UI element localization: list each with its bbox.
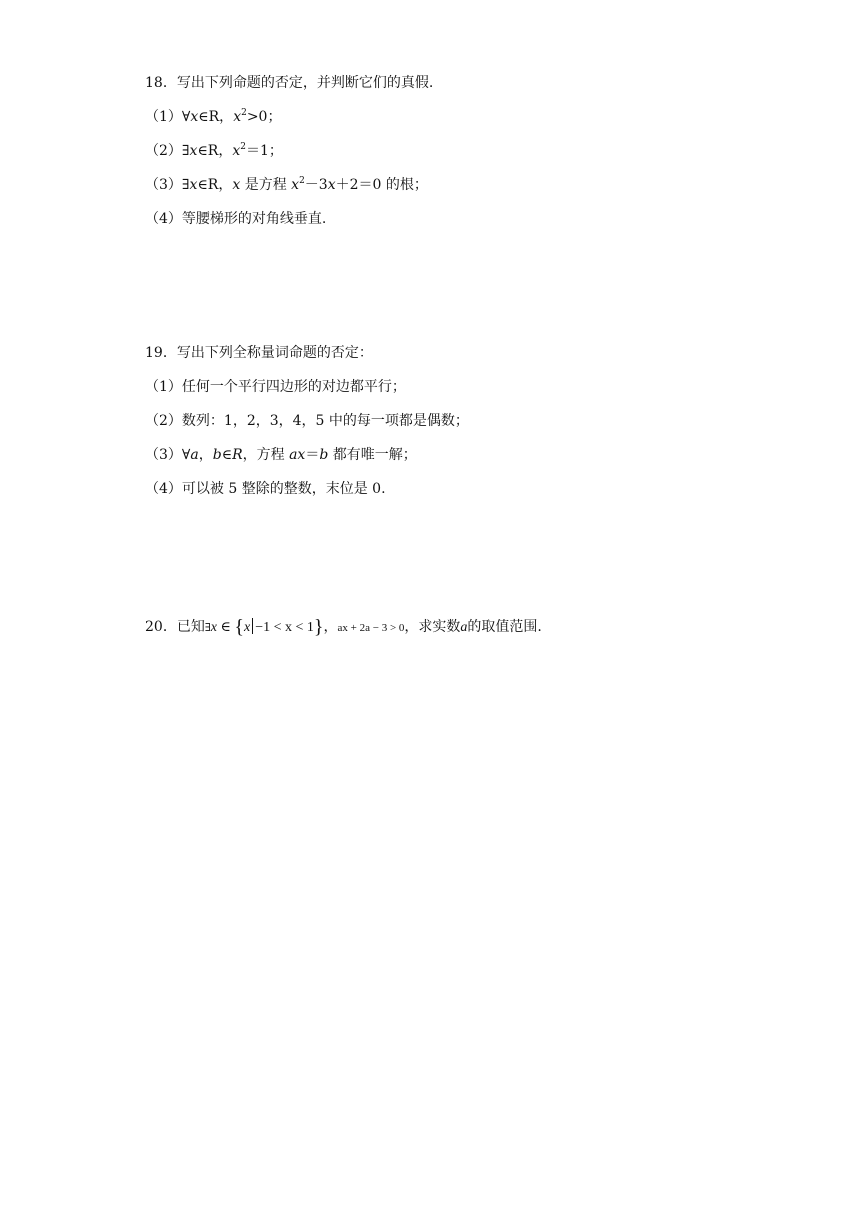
item-text: 任何一个平行四边形的对边都平行； bbox=[181, 379, 406, 395]
exists-symbol: ∃ bbox=[181, 177, 190, 193]
text: ∈R， bbox=[197, 143, 233, 159]
q19-item-3 bbox=[145, 445, 417, 465]
exists-symbol: ∃ bbox=[181, 143, 190, 159]
element-of-symbol: ∈ bbox=[217, 620, 235, 635]
q19-item-2 bbox=[145, 411, 469, 431]
set-var: x bbox=[244, 620, 251, 635]
text: ，方程 bbox=[242, 447, 290, 463]
item-label: （4） bbox=[145, 481, 182, 497]
q18-item-1 bbox=[145, 107, 281, 127]
q18-stem: 写出下列命题的否定，并判断它们的真假. bbox=[176, 75, 434, 91]
item-label: （1） bbox=[145, 109, 182, 125]
text: 的取值范围. bbox=[467, 619, 542, 635]
text: 已知 bbox=[176, 619, 205, 635]
var: x bbox=[291, 177, 300, 193]
exponent: 2 bbox=[241, 108, 247, 118]
var: x bbox=[327, 177, 336, 193]
item-label: （2） bbox=[145, 143, 182, 159]
q20-number: 20． bbox=[145, 619, 177, 635]
text: ＋2＝0 的根； bbox=[335, 177, 428, 193]
text: ＝ bbox=[305, 447, 320, 463]
inequality: ax + 2a − 3 > 0 bbox=[337, 622, 405, 634]
exponent: 2 bbox=[240, 142, 246, 152]
var: a bbox=[190, 447, 199, 463]
exponent: 2 bbox=[299, 176, 305, 186]
left-brace: { bbox=[234, 616, 244, 638]
text: ， bbox=[323, 619, 338, 635]
var: R bbox=[232, 447, 243, 463]
q18-item-3 bbox=[145, 175, 428, 195]
set-divider bbox=[252, 618, 253, 634]
item-label: （3） bbox=[145, 177, 182, 193]
text: ＝1； bbox=[245, 143, 283, 159]
var: x bbox=[210, 620, 218, 635]
exists-symbol: ∃ bbox=[204, 622, 211, 634]
q18-number: 18． bbox=[145, 75, 177, 91]
q19-stem: 写出下列全称量词命题的否定： bbox=[176, 345, 373, 361]
forall-symbol: ∀ bbox=[181, 109, 191, 125]
text: ∈R， bbox=[198, 109, 234, 125]
item-text: 等腰梯形的对角线垂直. bbox=[181, 211, 327, 227]
item-label: （1） bbox=[145, 379, 182, 395]
text: －3 bbox=[304, 177, 328, 193]
text: ∈R， bbox=[197, 177, 233, 193]
var: x bbox=[232, 143, 241, 159]
text: 都有唯一解； bbox=[328, 447, 417, 463]
q19-number: 19． bbox=[145, 345, 177, 361]
var: b bbox=[212, 447, 222, 463]
q18-item-4 bbox=[145, 209, 326, 229]
var: x bbox=[232, 177, 241, 193]
item-label: （3） bbox=[145, 447, 182, 463]
q19-stem-line bbox=[145, 343, 373, 363]
set-condition: −1 < x < 1 bbox=[255, 620, 314, 635]
text: ， bbox=[198, 447, 213, 463]
item-label: （2） bbox=[145, 413, 182, 429]
text: 是方程 bbox=[240, 177, 292, 193]
item-label: （4） bbox=[145, 211, 182, 227]
q19-item-4 bbox=[145, 479, 386, 499]
var: ax bbox=[289, 447, 306, 463]
item-text: 可以被 5 整除的整数，末位是 0. bbox=[181, 481, 386, 497]
item-text: 数列：1，2，3，4，5 中的每一项都是偶数； bbox=[181, 413, 469, 429]
q18-item-2 bbox=[145, 141, 283, 161]
var: x bbox=[189, 143, 198, 159]
var: b bbox=[319, 447, 329, 463]
forall-symbol: ∀ bbox=[181, 447, 191, 463]
q19-item-1 bbox=[145, 377, 406, 397]
right-brace: } bbox=[313, 616, 324, 638]
var: x bbox=[233, 109, 242, 125]
text: ，求实数 bbox=[404, 619, 461, 635]
text: >0； bbox=[246, 109, 282, 125]
q18-stem-line bbox=[145, 73, 433, 93]
text: ∈ bbox=[221, 447, 233, 463]
var: x bbox=[190, 109, 199, 125]
q20-line bbox=[145, 617, 542, 638]
var: x bbox=[189, 177, 198, 193]
var: a bbox=[460, 620, 468, 635]
